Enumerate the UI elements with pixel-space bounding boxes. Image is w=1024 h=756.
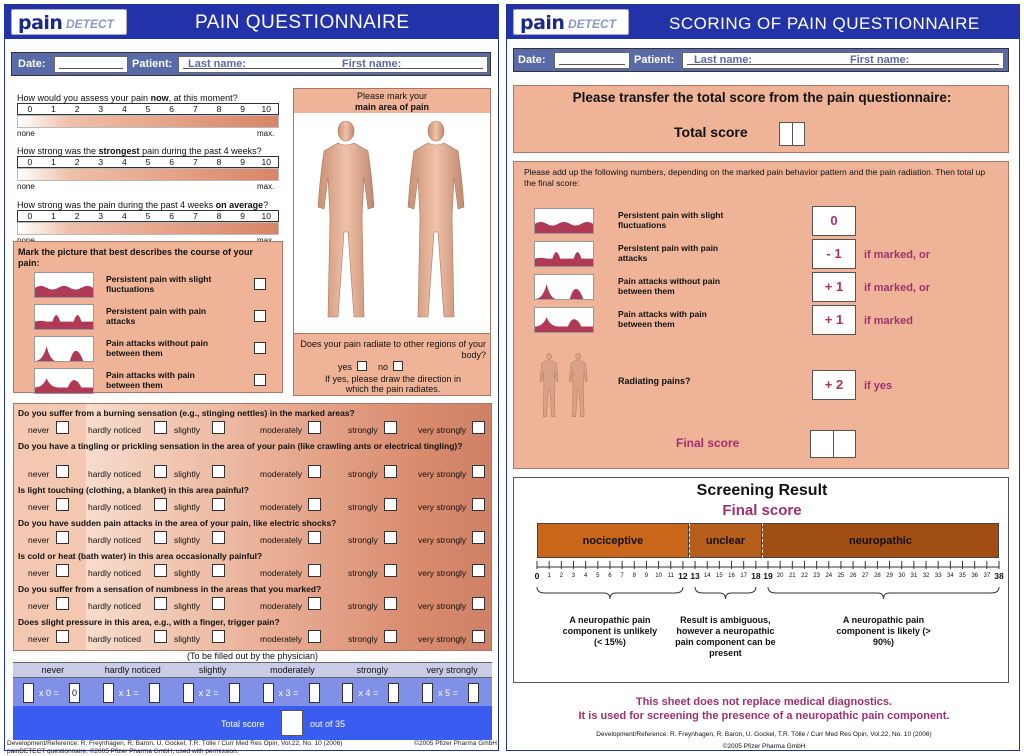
- tick-label: 12: [678, 571, 688, 581]
- scale-number[interactable]: 5: [145, 157, 151, 167]
- answer-label: strongly: [348, 469, 378, 479]
- answer-checkbox-q0-3[interactable]: [308, 421, 321, 434]
- scale-number[interactable]: 6: [169, 211, 175, 221]
- answer-label: slightly: [174, 502, 200, 512]
- course-pattern-3-image: [34, 368, 94, 394]
- answer-label: strongly: [348, 634, 378, 644]
- body-outline-front-back[interactable]: [304, 117, 480, 327]
- tick-label: 15: [716, 573, 723, 579]
- answer-checkbox-q6-2[interactable]: [212, 630, 225, 643]
- tick-label: 2: [559, 573, 563, 579]
- total-score-label: Total score: [221, 719, 265, 729]
- tick-label: 36: [971, 573, 979, 579]
- answer-label: moderately: [260, 502, 303, 512]
- answer-label: never: [28, 634, 50, 644]
- answer-label: very strongly: [418, 502, 467, 512]
- tick-label: 21: [788, 573, 796, 579]
- answer-label: never: [28, 502, 50, 512]
- answer-checkbox-q1-0[interactable]: [56, 465, 69, 478]
- answer-label: moderately: [260, 425, 303, 435]
- course-pattern-2-image: [34, 336, 94, 362]
- pain-course-panel: [13, 241, 283, 393]
- symptom-question-0: Do you suffer from a burning sensation (e.g., stinging nettles) in the marked areas?: [18, 408, 355, 418]
- answer-checkbox-q4-5[interactable]: [472, 564, 485, 577]
- tick-label: 3: [571, 573, 576, 579]
- answer-checkbox-q1-2[interactable]: [212, 465, 225, 478]
- tick-label: 13: [690, 571, 700, 581]
- answer-checkbox-q5-4[interactable]: [384, 597, 397, 610]
- tick-label: 20: [776, 573, 784, 579]
- answer-checkbox-q3-1[interactable]: [154, 531, 167, 544]
- scale-number[interactable]: 7: [192, 157, 198, 167]
- scale-number[interactable]: 4: [122, 211, 127, 221]
- physician-column-label: moderately: [270, 665, 315, 675]
- answer-label: strongly: [348, 601, 378, 611]
- scale-question-1: How strong was the strongest pain during the past 4 weeks?: [17, 146, 262, 156]
- segment-label: neuropathic: [849, 535, 912, 547]
- pain-scale-0[interactable]: [17, 103, 279, 115]
- tick-label: 10: [655, 573, 662, 579]
- scale-number[interactable]: 4: [122, 157, 127, 167]
- answer-checkbox-q5-5[interactable]: [472, 597, 485, 610]
- questionnaire-header: [5, 5, 498, 39]
- tick-label: 14: [703, 573, 711, 579]
- scale-number[interactable]: 3: [98, 211, 104, 221]
- final-score-label: Final score: [676, 436, 740, 450]
- scoring-date-bar: Date: Patient: Last name: First name:: [513, 48, 1009, 72]
- course-option-checkbox-2[interactable]: [254, 342, 266, 354]
- screening-interpretation-2: A neuropathic pain component is likely (> 90%): [836, 615, 931, 647]
- scale-number[interactable]: 9: [240, 104, 245, 114]
- screening-interpretation-1: Result is ambiguous, however a neuropathic pain component can be present: [675, 615, 776, 658]
- scale-number[interactable]: 7: [192, 104, 198, 114]
- physician-result-box-4[interactable]: [388, 683, 399, 703]
- scale-number[interactable]: 9: [240, 157, 245, 167]
- scale-number[interactable]: 6: [169, 157, 175, 167]
- range-brace: [768, 587, 999, 599]
- scale-question-0: How would you assess your pain now, at this moment?: [17, 93, 238, 103]
- physician-column-label: very strongly: [426, 665, 478, 675]
- physician-multiplier: x 1 =: [118, 688, 139, 698]
- answer-checkbox-q4-1[interactable]: [154, 564, 167, 577]
- answer-label: slightly: [174, 601, 200, 611]
- answer-label: very strongly: [418, 601, 467, 611]
- scale-number[interactable]: 0: [27, 157, 33, 167]
- answer-label: very strongly: [418, 568, 467, 578]
- tick-label: 34: [947, 573, 954, 579]
- physician-note: (To be filled out by the physician): [186, 651, 319, 661]
- answer-label: strongly: [348, 502, 378, 512]
- scale-number[interactable]: 2: [74, 104, 80, 114]
- symptom-question-1: Do you have a tingling or prickling sensation in the area of your pain (like crawling ants or electrical tingling)?: [18, 441, 463, 451]
- answer-label: moderately: [260, 469, 303, 479]
- scale-number[interactable]: 10: [261, 157, 271, 167]
- symptom-question-3: Do you have sudden pain attacks in the area of your pain, like electric shocks?: [18, 518, 337, 528]
- answer-label: very strongly: [418, 634, 467, 644]
- radiate-direction-note: If yes, please draw the direction in which the pain radiates.: [324, 374, 462, 394]
- answer-label: very strongly: [418, 469, 467, 479]
- answer-checkbox-q2-0[interactable]: [56, 498, 69, 511]
- patient-date-bar: Date: Patient: Last name: First name:: [11, 52, 491, 76]
- answer-label: moderately: [260, 601, 303, 611]
- scale-number[interactable]: 8: [216, 211, 222, 221]
- scoring-pattern-label: Persistent pain with pain attacks: [618, 243, 719, 263]
- tick-label: 8: [632, 573, 636, 579]
- physician-multiplier: x 5 =: [438, 688, 458, 698]
- tick-label: 24: [825, 573, 833, 579]
- screening-interpretation-0: A neuropathic pain component is unlikely (< 15%): [562, 615, 658, 647]
- scale-max-label: max.: [257, 182, 275, 191]
- tick-label: 19: [763, 571, 773, 581]
- scale-number[interactable]: 10: [261, 211, 271, 221]
- answer-label: moderately: [260, 535, 303, 545]
- answer-checkbox-q6-3[interactable]: [308, 630, 321, 643]
- scale-gradient: [17, 222, 279, 235]
- pattern-score-0: 0: [812, 206, 856, 236]
- scale-number[interactable]: 0: [27, 104, 33, 114]
- answer-checkbox-q6-4[interactable]: [384, 630, 397, 643]
- paindetect-logo-right: pain DETECT: [513, 9, 629, 35]
- pattern-note: if marked, or: [864, 249, 931, 261]
- tick-label: 17: [740, 573, 748, 579]
- answer-checkbox-q5-2[interactable]: [212, 597, 225, 610]
- course-option-checkbox-1[interactable]: [254, 310, 266, 322]
- scoring-pattern-label: Pain attacks without pain between them: [618, 276, 721, 296]
- range-brace: [695, 587, 756, 599]
- tick-label: 26: [849, 573, 857, 579]
- disclaimer: This sheet does not replace medical diagnostics. It is used for screening the presence of a neuropathic pain component.: [578, 696, 950, 722]
- scale-question-2: How strong was the pain during the past 4 weeks on average?: [17, 200, 269, 210]
- answer-checkbox-q0-2[interactable]: [212, 421, 225, 434]
- scale-number[interactable]: 3: [98, 104, 104, 114]
- scale-number[interactable]: 10: [261, 104, 271, 114]
- scale-number[interactable]: 1: [51, 104, 56, 114]
- physician-column-label: strongly: [356, 665, 388, 675]
- physician-column-label: never: [41, 665, 65, 675]
- answer-label: hardly noticed: [88, 502, 141, 512]
- scale-number[interactable]: 8: [216, 157, 222, 167]
- total-score-label-right: Total score: [674, 124, 748, 140]
- answer-label: hardly noticed: [88, 425, 141, 435]
- answer-label: strongly: [348, 535, 378, 545]
- range-brace: [537, 587, 683, 599]
- answer-checkbox-q6-1[interactable]: [154, 630, 167, 643]
- course-pattern-1-image: [34, 304, 94, 330]
- course-option-label: Persistent pain with slight fluctuations: [106, 274, 212, 294]
- answer-checkbox-q5-1[interactable]: [154, 597, 167, 610]
- physician-result-box-5[interactable]: [468, 683, 479, 703]
- pattern-score-3: + 1: [812, 305, 856, 335]
- pain-course-title: Mark the picture that best describes the course of your pain:: [18, 247, 254, 268]
- answer-checkbox-q1-5[interactable]: [472, 465, 485, 478]
- scoring-title: SCORING OF PAIN QUESTIONNAIRE: [669, 14, 980, 33]
- screening-title: Screening Result: [696, 482, 828, 499]
- screening-subtitle: Final score: [722, 502, 802, 519]
- answer-checkbox-q3-3[interactable]: [308, 531, 321, 544]
- answer-checkbox-q5-0[interactable]: [56, 597, 69, 610]
- segment-label: unclear: [705, 535, 745, 547]
- answer-checkbox-q4-4[interactable]: [384, 564, 397, 577]
- tick-label: 31: [910, 573, 918, 579]
- answer-checkbox-q3-0[interactable]: [56, 531, 69, 544]
- answer-label: slightly: [174, 535, 200, 545]
- radiate-no-checkbox[interactable]: [393, 361, 403, 371]
- radiate-yes-checkbox[interactable]: [357, 361, 367, 371]
- answer-label: hardly noticed: [88, 469, 141, 479]
- radiate-question: Does your pain radiate to other regions of your body?: [300, 339, 486, 360]
- scale-none-label: none: [17, 129, 35, 138]
- symptom-question-2: Is light touching (clothing, a blanket) in this area painful?: [18, 485, 249, 495]
- questionnaire-footer: Development/Reference: R. Freynhagen, R. Baron, U. Gockel, T.R. Tölle / Curr Med Res Opin, Vol.22, No. 10 (2006) painDETECT questionnaire, ©2005 Pfizer Pharma GmbH, used with permission. ©2005 Pfizer Pharma GmbH: [7, 740, 497, 755]
- answer-label: never: [28, 469, 50, 479]
- answer-checkbox-q6-0[interactable]: [56, 630, 69, 643]
- out-of-label: out of 35: [310, 719, 346, 729]
- answer-label: strongly: [348, 568, 378, 578]
- answer-checkbox-q6-5[interactable]: [472, 630, 485, 643]
- physician-count-box-3[interactable]: [263, 683, 274, 703]
- tick-label: 37: [983, 573, 991, 579]
- answer-checkbox-q1-3[interactable]: [308, 465, 321, 478]
- answer-label: slightly: [174, 469, 200, 479]
- physician-multiplier: x 0 =: [39, 688, 59, 698]
- segment-label: nociceptive: [582, 535, 644, 547]
- answer-label: never: [28, 425, 50, 435]
- answer-label: slightly: [174, 425, 200, 435]
- answer-label: very strongly: [418, 535, 467, 545]
- tick-label: 35: [959, 573, 966, 579]
- scale-number[interactable]: 2: [74, 211, 80, 221]
- answer-checkbox-q3-5[interactable]: [472, 531, 485, 544]
- course-option-checkbox-0[interactable]: [254, 278, 266, 290]
- symptom-questions-panel: [13, 403, 492, 651]
- physician-result-box-0[interactable]: 0: [69, 683, 80, 703]
- physician-column-label: hardly noticed: [104, 665, 161, 675]
- symptom-question-6: Does slight pressure in this area, e.g., with a finger, trigger pain?: [18, 617, 280, 627]
- physician-count-box-0[interactable]: [23, 683, 34, 703]
- answer-label: strongly: [348, 425, 378, 435]
- physician-count-box-2[interactable]: [183, 683, 194, 703]
- tick-label: 27: [861, 573, 869, 579]
- physician-count-box-5[interactable]: [422, 683, 433, 703]
- answer-label: hardly noticed: [88, 634, 141, 644]
- physician-count-box-4[interactable]: [342, 683, 353, 703]
- scoring-pattern-label: Persistent pain with slight fluctuations: [618, 210, 724, 230]
- answer-checkbox-q5-3[interactable]: [308, 597, 321, 610]
- physician-multiplier: x 4 =: [358, 688, 379, 698]
- pattern-score-2: + 1: [812, 272, 856, 302]
- scale-gradient: [17, 168, 279, 181]
- answer-label: very strongly: [418, 425, 467, 435]
- pattern-note: if marked: [864, 315, 913, 327]
- scale-number[interactable]: 1: [51, 157, 56, 167]
- tick-label: 11: [667, 573, 674, 579]
- answer-checkbox-q2-4[interactable]: [384, 498, 397, 511]
- tick-label: 7: [620, 573, 624, 579]
- answer-label: never: [28, 535, 50, 545]
- scoring-footer: Development/Reference: R. Freynhagen, R. Baron, U. Gockel, T.R. Tölle / Curr Med Res Opin, Vol.22, No. 10 (2006) ©2005 Pfizer Pharma GmbH: [596, 731, 932, 750]
- tick-label: 9: [644, 573, 649, 579]
- answer-checkbox-q0-4[interactable]: [384, 421, 397, 434]
- scale-number[interactable]: 0: [27, 211, 33, 221]
- radiating-note: if yes: [864, 380, 893, 392]
- answer-checkbox-q2-1[interactable]: [154, 498, 167, 511]
- scoring-sheet: [506, 4, 1020, 751]
- scale-number[interactable]: 7: [192, 211, 198, 221]
- physician-count-box-1[interactable]: [103, 683, 114, 703]
- body-map-panel: Please mark your main area of pain Does your pain radiate to other regions of your body? yes no If yes, please draw the direction in which the pain radiates.: [293, 88, 491, 396]
- answer-checkbox-q0-5[interactable]: [472, 421, 485, 434]
- answer-checkbox-q3-2[interactable]: [212, 531, 225, 544]
- answer-checkbox-q0-1[interactable]: [154, 421, 167, 434]
- answer-checkbox-q0-0[interactable]: [56, 421, 69, 434]
- scale-number[interactable]: 3: [98, 157, 104, 167]
- physician-section: [13, 650, 492, 740]
- scale-number[interactable]: 9: [240, 211, 245, 221]
- tick-label: 38: [994, 571, 1004, 581]
- answer-label: slightly: [174, 568, 200, 578]
- tick-label: 29: [886, 573, 893, 579]
- answer-label: slightly: [174, 634, 200, 644]
- tick-label: 1: [547, 573, 551, 579]
- answer-label: never: [28, 568, 50, 578]
- physician-result-box-1[interactable]: [149, 683, 160, 703]
- pain-scale-1[interactable]: [17, 156, 279, 168]
- scoring-pattern-label: Pain attacks with pain between them: [618, 309, 707, 329]
- tick-label: 23: [813, 573, 820, 579]
- tick-label: 25: [837, 573, 845, 579]
- answer-label: moderately: [260, 634, 303, 644]
- tick-label: 30: [898, 573, 906, 579]
- symptom-question-5: Do you suffer from a sensation of numbness in the areas that you marked?: [18, 584, 322, 594]
- scale-gradient: [17, 115, 279, 128]
- course-option-label: Pain attacks without pain between them: [106, 338, 209, 358]
- body-map-label: Please mark your: [356, 91, 428, 101]
- tick-label: 16: [728, 573, 735, 579]
- tick-label: 22: [801, 573, 808, 579]
- scale-number[interactable]: 5: [145, 211, 151, 221]
- pattern-score-1: - 1: [812, 239, 856, 269]
- pain-scale-2[interactable]: [17, 210, 279, 222]
- tick-label: 33: [934, 573, 942, 579]
- answer-label: hardly noticed: [88, 535, 141, 545]
- physician-column-label: slightly: [198, 665, 227, 675]
- scale-max-label: max.: [257, 129, 275, 138]
- pattern-note: if marked, or: [864, 282, 931, 294]
- answer-checkbox-q1-4[interactable]: [384, 465, 397, 478]
- scale-number[interactable]: 2: [74, 157, 80, 167]
- scale-number[interactable]: 5: [145, 104, 151, 114]
- physician-result-box-3[interactable]: [309, 683, 320, 703]
- scale-number[interactable]: 6: [169, 104, 175, 114]
- answer-label: hardly noticed: [88, 601, 141, 611]
- pain-questionnaire-sheet: [4, 4, 499, 755]
- answer-label: moderately: [260, 568, 303, 578]
- radiating-label: Radiating pains?: [618, 376, 691, 386]
- total-score-box[interactable]: [281, 710, 303, 736]
- answer-checkbox-q4-2[interactable]: [212, 564, 225, 577]
- course-option-label: Pain attacks with pain between them: [106, 370, 195, 390]
- physician-multiplier: x 3 =: [278, 688, 299, 698]
- scale-none-label: none: [17, 182, 35, 191]
- answer-checkbox-q2-5[interactable]: [472, 498, 485, 511]
- date-field[interactable]: [54, 56, 128, 73]
- tick-label: 0: [534, 571, 540, 581]
- course-option-label: Persistent pain with pain attacks: [106, 306, 207, 326]
- scale-number[interactable]: 4: [122, 104, 127, 114]
- answer-checkbox-q4-3[interactable]: [308, 564, 321, 577]
- tick-label: 6: [608, 573, 612, 579]
- tick-label: 18: [751, 571, 761, 581]
- course-option-checkbox-3[interactable]: [254, 374, 266, 386]
- answer-checkbox-q2-2[interactable]: [212, 498, 225, 511]
- answer-checkbox-q3-4[interactable]: [384, 531, 397, 544]
- answer-checkbox-q1-1[interactable]: [154, 465, 167, 478]
- tick-label: 28: [874, 573, 881, 579]
- answer-label: hardly noticed: [88, 568, 141, 578]
- tick-label: 5: [596, 573, 600, 579]
- scale-number[interactable]: 1: [51, 211, 56, 221]
- radiating-score: + 2: [812, 370, 856, 400]
- tick-label: 32: [922, 573, 930, 579]
- answer-label: never: [28, 601, 50, 611]
- answer-checkbox-q4-0[interactable]: [56, 564, 69, 577]
- scoring-instructions: Please add up the following numbers, depending on the marked pain behavior pattern and the pain radiation. Then total up the final score:: [524, 167, 986, 188]
- answer-checkbox-q2-3[interactable]: [308, 498, 321, 511]
- tick-label: 4: [583, 573, 588, 579]
- questionnaire-title: PAIN QUESTIONNAIRE: [195, 12, 410, 33]
- physician-result-box-2[interactable]: [229, 683, 240, 703]
- scale-number[interactable]: 8: [216, 104, 222, 114]
- symptom-question-4: Is cold or heat (bath water) in this area occasionally painful?: [18, 551, 263, 561]
- course-pattern-0-image: [34, 272, 94, 298]
- transfer-heading: Please transfer the total score from the pain questionnaire:: [572, 90, 952, 105]
- physician-multiplier: x 2 =: [198, 688, 219, 698]
- paindetect-logo: pain DETECT: [11, 9, 127, 35]
